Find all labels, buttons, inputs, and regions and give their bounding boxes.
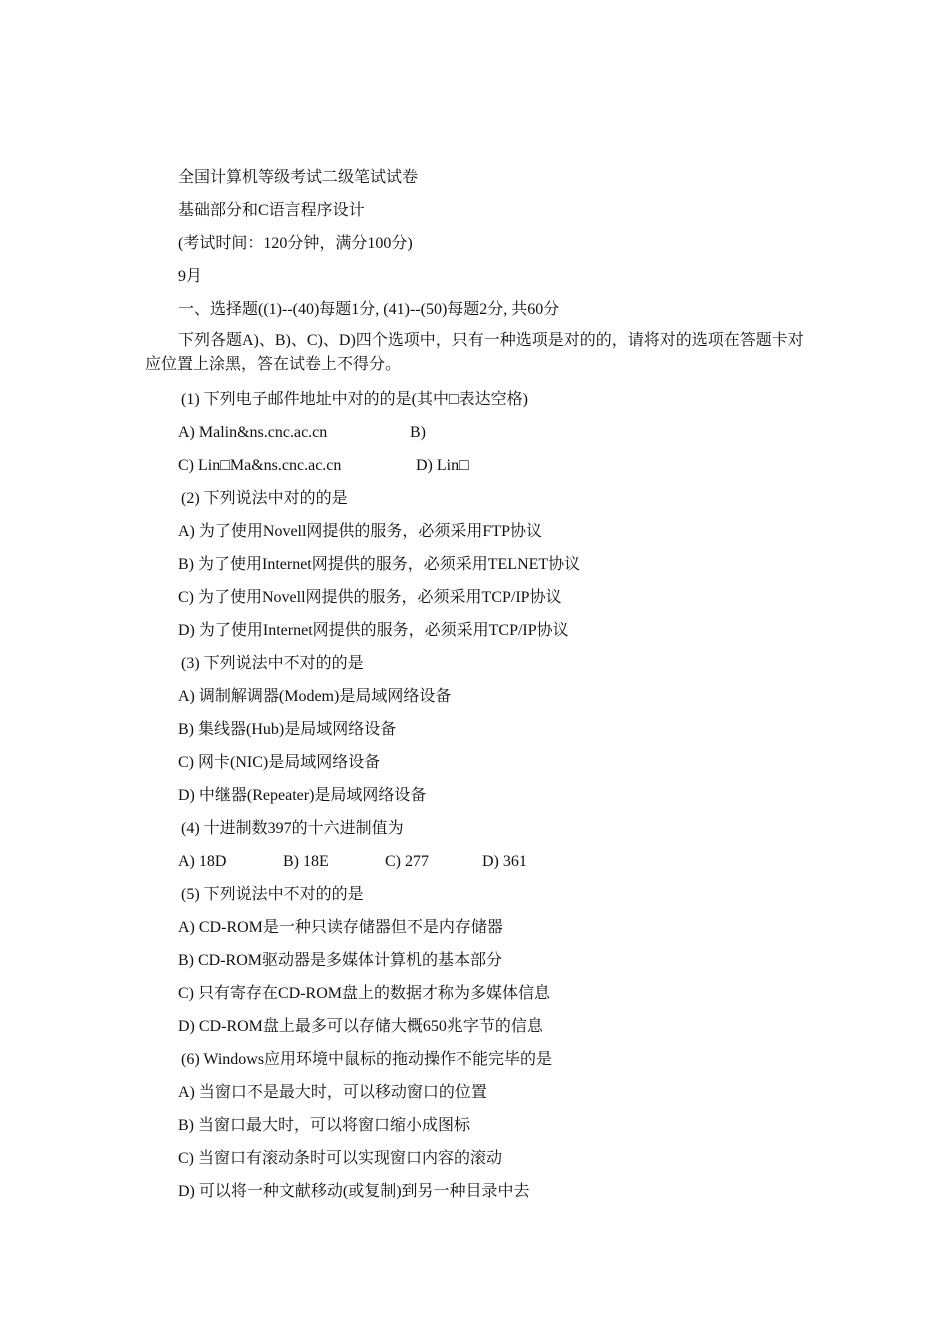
question-4-stem: (4) 十进制数397的十六进制值为 <box>181 820 404 837</box>
question-5-stem: (5) 下列说法中不对的的是 <box>181 886 364 903</box>
question-2-option-c: C) 为了使用Novell网提供的服务，必须采用TCP/IP协议 <box>178 589 562 606</box>
question-3-option-d: D) 中继器(Repeater)是局域网络设备 <box>178 787 427 804</box>
question-2-option-a: A) 为了使用Novell网提供的服务，必须采用FTP协议 <box>178 523 543 540</box>
question-4-option-a: A) 18D <box>178 853 227 870</box>
question-2-stem: (2) 下列说法中对的的是 <box>181 490 348 507</box>
question-4-option-b: B) 18E <box>283 853 329 870</box>
question-2-option-b: B) 为了使用Internet网提供的服务，必须采用TELNET协议 <box>178 556 581 573</box>
question-3-option-b: B) 集线器(Hub)是局域网络设备 <box>178 721 397 738</box>
question-6-option-d: D) 可以将一种文献移动(或复制)到另一种目录中去 <box>178 1183 530 1200</box>
question-5-option-b: B) CD-ROM驱动器是多媒体计算机的基本部分 <box>178 952 503 969</box>
question-5-option-a: A) CD-ROM是一种只读存储器但不是内存储器 <box>178 919 503 936</box>
question-6-stem: (6) Windows应用环境中鼠标的拖动操作不能完毕的是 <box>181 1051 553 1068</box>
question-6-option-b: B) 当窗口最大时，可以将窗口缩小成图标 <box>178 1117 471 1134</box>
question-6-option-c: C) 当窗口有滚动条时可以实现窗口内容的滚动 <box>178 1150 503 1167</box>
section-instructions <box>145 329 815 377</box>
question-6-option-a: A) 当窗口不是最大时，可以移动窗口的位置 <box>178 1084 487 1101</box>
question-2-option-d: D) 为了使用Internet网提供的服务，必须采用TCP/IP协议 <box>178 622 569 639</box>
exam-title: 全国计算机等级考试二级笔试试卷 <box>178 169 419 186</box>
instructions-text: 下列各题A)、B)、C)、D)四个选项中，只有一种选项是对的的，请将对的选项在答题卡对应位置上涂黑，答在试卷上不得分。 <box>145 332 804 373</box>
question-1-option-c: C) Lin□Ma&ns.cnc.ac.cn <box>178 457 342 474</box>
question-3-option-c: C) 网卡(NIC)是局域网络设备 <box>178 754 381 771</box>
question-5-option-c: C) 只有寄存在CD-ROM盘上的数据才称为多媒体信息 <box>178 985 551 1002</box>
exam-date: 9月 <box>178 268 203 285</box>
question-1-option-d: D) Lin□ <box>416 457 469 474</box>
section-heading: 一、选择题((1)--(40)每题1分, (41)--(50)每题2分, 共60分 <box>178 301 560 318</box>
exam-subtitle: 基础部分和C语言程序设计 <box>178 202 365 219</box>
question-1-option-b: B) <box>410 424 426 441</box>
question-3-stem: (3) 下列说法中不对的的是 <box>181 655 364 672</box>
question-3-option-a: A) 调制解调器(Modem)是局域网络设备 <box>178 688 452 705</box>
question-1-option-a: A) Malin&ns.cnc.ac.cn <box>178 424 328 441</box>
exam-time: (考试时间：120分钟，满分100分) <box>178 235 413 252</box>
question-4-option-d: D) 361 <box>482 853 527 870</box>
question-5-option-d: D) CD-ROM盘上最多可以存储大概650兆字节的信息 <box>178 1018 543 1035</box>
question-4-option-c: C) 277 <box>385 853 429 870</box>
question-1-stem: (1) 下列电子邮件地址中对的的是(其中□表达空格) <box>181 391 528 408</box>
